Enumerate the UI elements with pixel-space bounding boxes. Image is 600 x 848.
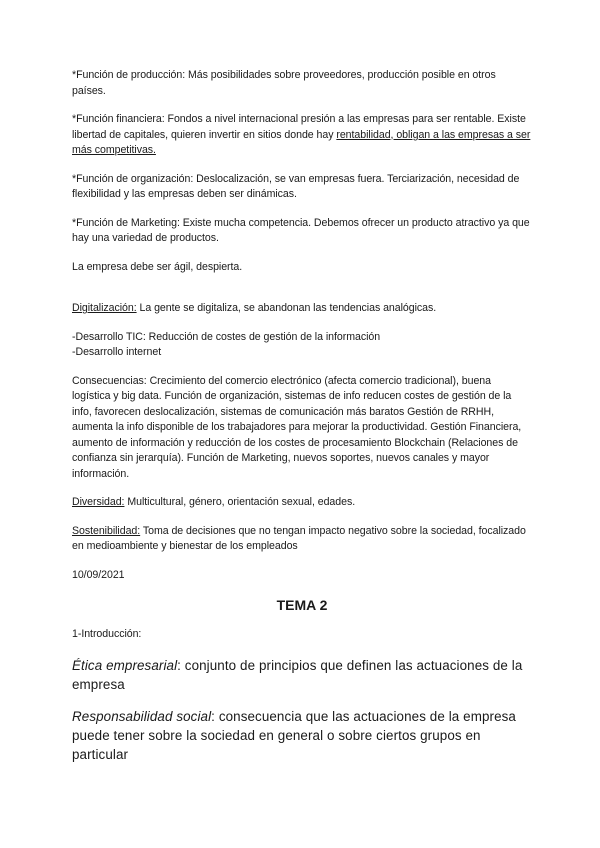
document-page (72, 68, 532, 764)
list-item-internet: -Desarrollo internet (72, 346, 162, 358)
list-item-tic: -Desarrollo TIC: Reducción de costes de gestión de la información (72, 330, 381, 343)
paragraph-financiera (72, 112, 532, 159)
etica-term: Ética empresarial (72, 657, 178, 673)
paragraph-sostenibilidad (72, 524, 532, 555)
sostenibilidad-heading: Sostenibilidad: (72, 524, 141, 537)
section-title: TEMA 2 (276, 597, 328, 613)
paragraph-organizacion: *Función de organización: Deslocalización, se van empresas fuera. Terciarización, necesidad de flexibilidad y las empresas deben ser dinámicas. (72, 172, 520, 200)
digitalizacion-text: La gente se digitaliza, se abandonan las tendencias analógicas. (136, 302, 437, 314)
rs-definition: : consecuencia que las actuaciones de la empresa puede tener sobre la sociedad en general o sobre ciertos grupos en particular (72, 708, 516, 762)
financiera-underlined: rentabilidad, obligan a las empresas a ser más competitivas. (72, 128, 531, 156)
digitalizacion-heading: Digitalización: (72, 302, 137, 314)
paragraph-diversidad (72, 495, 532, 511)
etica-definition: : conjunto de principios que definen las actuaciones de la empresa (72, 657, 523, 692)
paragraph-produccion: *Función de producción: Más posibilidades sobre proveedores, producción posible en otros países. (72, 69, 496, 97)
rs-term: Responsabilidad social (72, 708, 212, 724)
paragraph-digitalizacion (72, 301, 532, 317)
financiera-text: *Función financiera: Fondos a nivel internacional presión a las empresas para ser rentable. Existe libertad de capitales, quieren invertir en sitios donde hay (72, 113, 526, 141)
paragraph-agil: La empresa debe ser ágil, despierta. (72, 260, 243, 273)
paragraph-marketing: *Función de Marketing: Existe mucha competencia. Debemos ofrecer un producto atractivo ya que hay una variedad de productos. (72, 216, 530, 244)
definition-responsabilidad (72, 707, 532, 764)
definition-etica (72, 656, 532, 694)
subsection-introduccion: 1-Introducción: (72, 628, 142, 640)
diversidad-text: Multicultural, género, orientación sexual, edades. (124, 496, 356, 508)
date: 10/09/2021 (72, 568, 125, 581)
paragraph-consecuencias: Consecuencias: Crecimiento del comercio electrónico (afecta comercio tradicional), buena logística y big data. Función de organización, sistemas de info reducen costes de gestión de la info, favorecen deslocalización, sistemas de comunicación más baratos Gestión de RRHH, aumenta la info disponible de los trabajadores para mejorar la productividad. Gestión Financiera, aumento de información y reducción de los costes de procesamiento Blockchain (Relaciones de confianza sin jerarquía). Función de Marketing, nuevos soportes, nuevos canales y mayor información. (72, 374, 522, 480)
sostenibilidad-text: Toma de decisiones que no tengan impacto negativo sobre la sociedad, focalizado en medioambiente y bienestar de los empleados (72, 524, 526, 552)
diversidad-heading: Diversidad: (72, 496, 125, 508)
